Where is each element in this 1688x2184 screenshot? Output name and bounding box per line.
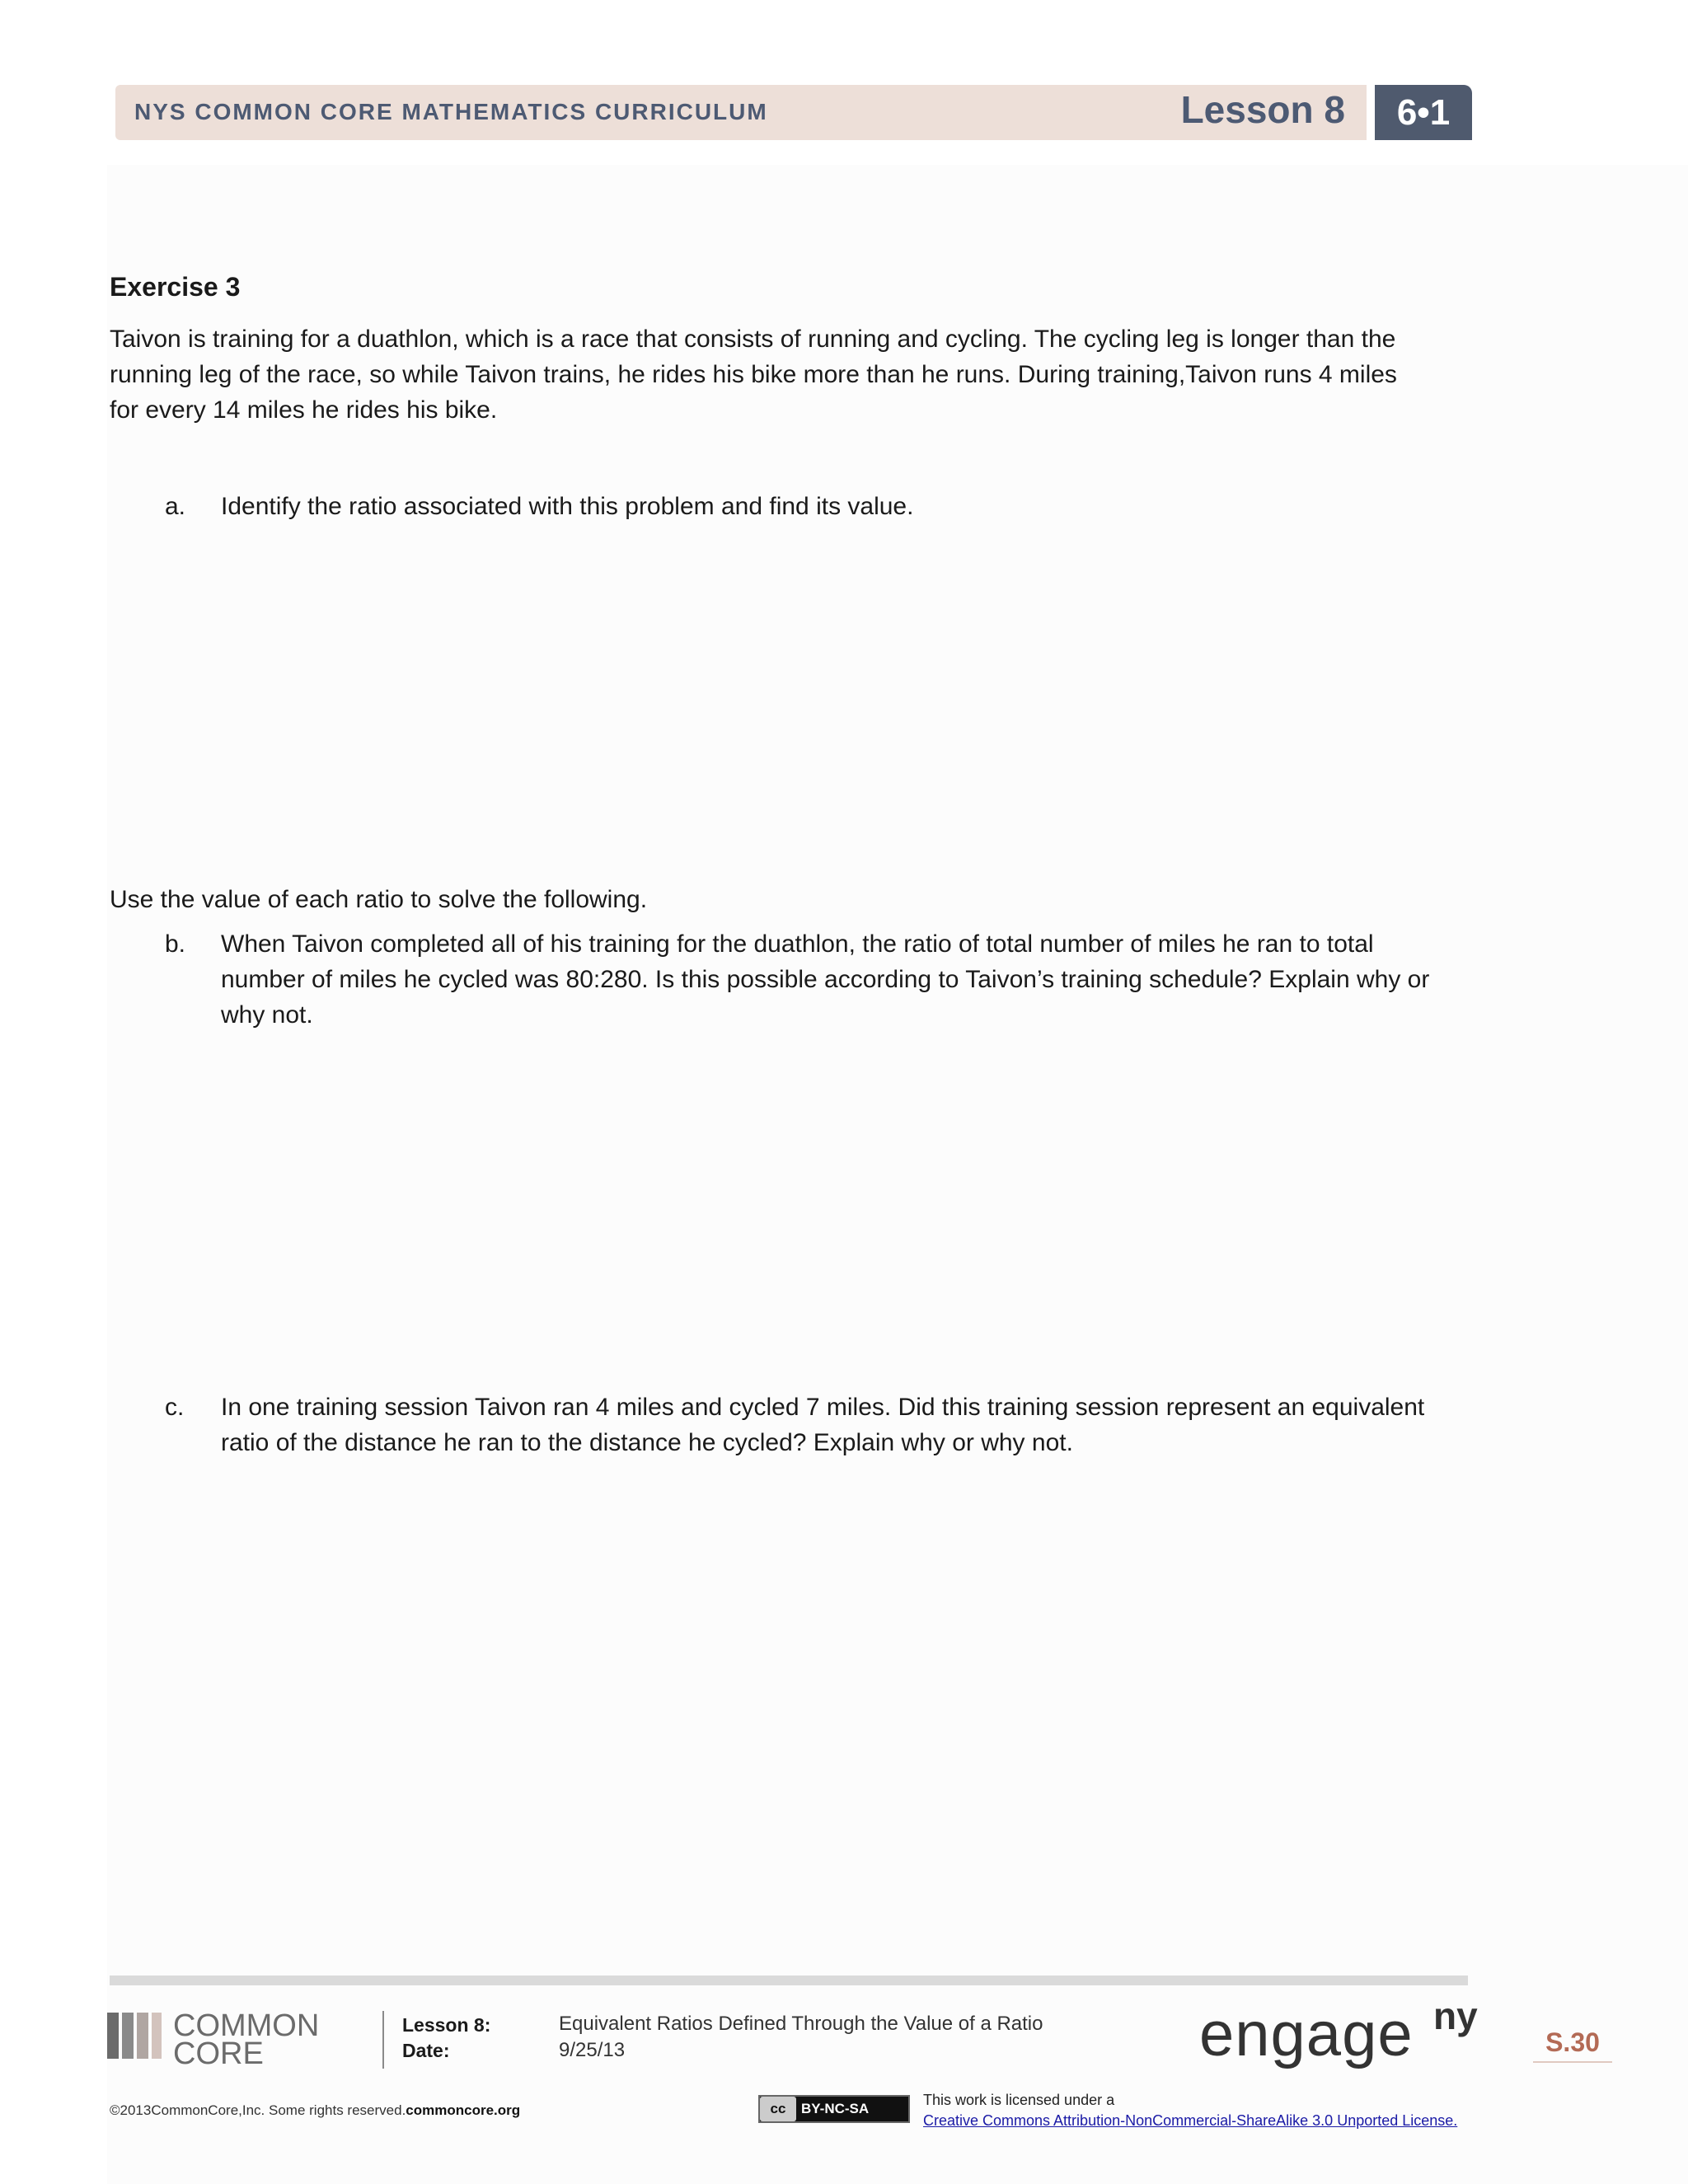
copyright <box>110 2102 520 2119</box>
instruction-text: Use the value of each ratio to solve the following. <box>110 886 648 913</box>
copyright-prefix: ©2013CommonCore,Inc. Some rights reserved. <box>110 2102 406 2118</box>
question-b-line: When Taivon completed all of his training for the duathlon, the ratio of total number of miles he ran to total <box>221 930 1374 958</box>
question-b-line: why not. <box>221 1001 313 1029</box>
cc-badge-text: BY-NC-SA <box>801 2101 870 2116</box>
cc-icon: cc <box>760 2097 796 2121</box>
intro-line: running leg of the race, so while Taivon trains, he rides his bike more than he runs. During training,Taivon runs 4 miles <box>110 361 1397 388</box>
curriculum-title: NYS COMMON CORE MATHEMATICS CURRICULUM <box>134 99 768 124</box>
question-c-letter: c. <box>165 1394 185 1421</box>
question-c-line: ratio of the distance he ran to the distance he cycled? Explain why or why not. <box>221 1429 1073 1456</box>
footer-date-label: Date: <box>402 2040 450 2061</box>
intro-line: for every 14 miles he rides his bike. <box>110 396 498 424</box>
common-core-logo <box>107 2004 354 2070</box>
license-text: This work is licensed under a <box>923 2092 1115 2108</box>
common-core-logo-icon <box>107 2004 354 2070</box>
footer-date-value: 9/25/13 <box>559 2039 626 2061</box>
page-background <box>107 165 1688 2184</box>
page-number: S.30 <box>1533 2027 1612 2063</box>
question-c-line: In one training session Taivon ran 4 miles and cycled 7 miles. Did this training session represent an equivalent <box>221 1394 1425 1421</box>
footer-rule <box>110 1975 1468 1985</box>
module-badge: 6•1 <box>1375 85 1472 140</box>
copyright-site[interactable]: commoncore.org <box>406 2102 521 2118</box>
logo-text-common: COMMON <box>173 2008 320 2043</box>
cc-license-badge[interactable] <box>758 2095 910 2123</box>
exercise-title: Exercise 3 <box>110 272 241 302</box>
footer-divider <box>382 2011 384 2069</box>
question-b-text <box>221 926 1478 1033</box>
engage-word: engage <box>1199 1999 1414 2069</box>
engageny-logo <box>1199 1994 1478 2070</box>
question-a-text: Identify the ratio associated with this problem and find its value. <box>221 493 914 520</box>
intro-line: Taivon is training for a duathlon, which is a race that consists of running and cycling. The cycling leg is longer than the <box>110 326 1396 353</box>
footer-lesson-value: Equivalent Ratios Defined Through the Value of a Ratio <box>559 2013 1043 2035</box>
question-b-letter: b. <box>165 930 186 958</box>
question-b-line: number of miles he cycled was 80:280. Is this possible according to Taivon’s training schedule? Explain why or <box>221 966 1430 993</box>
license-link[interactable]: Creative Commons Attribution-NonCommercial-ShareAlike 3.0 Unported License. <box>923 2112 1458 2129</box>
question-a-letter: a. <box>165 493 186 520</box>
question-c-text <box>221 1390 1478 1460</box>
footer-lesson-label: Lesson 8: <box>402 2014 491 2036</box>
engage-ny: ny <box>1433 1994 1478 2037</box>
lesson-title: Lesson 8 <box>1180 88 1345 131</box>
logo-text-core: CORE <box>173 2036 264 2070</box>
exercise-intro <box>110 321 1478 428</box>
